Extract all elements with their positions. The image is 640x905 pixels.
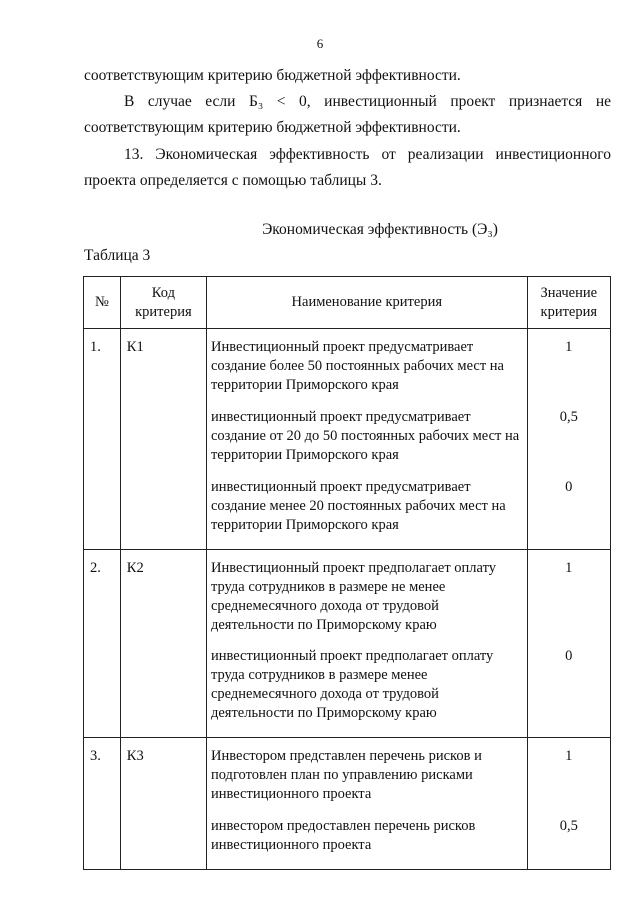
criterion-value: 0,5 (559, 409, 578, 425)
row-criteria (206, 329, 527, 550)
criterion-text: инвестором предоставлен перечень рисков инвестиционного проекта (210, 818, 476, 853)
paragraph-continuation (84, 63, 611, 89)
row-values (527, 329, 610, 550)
row-num: 2. (84, 550, 121, 738)
paragraph-line: 13. Экономическая эффективность от реализации инвестиционного (124, 146, 611, 163)
table-header-row (84, 277, 611, 329)
row-values (527, 738, 610, 870)
row-code: К3 (120, 738, 206, 870)
criteria-table (83, 276, 611, 870)
criterion-text: Инвестиционный проект предусматривает создание более 50 постоянных рабочих мест на территории Приморского края (210, 339, 504, 393)
header-code: Код критерия (120, 277, 206, 329)
header-name: Наименование критерия (206, 277, 527, 329)
table-title: Экономическая эффективность (Э₃) (262, 221, 498, 238)
paragraph-budget-condition (84, 89, 611, 141)
row-code: К1 (120, 329, 206, 550)
table-row (84, 329, 611, 550)
row-code: К2 (120, 550, 206, 738)
criterion-text: инвестиционный проект предусматривает создание от 20 до 50 постоянных рабочих мест на территории Приморского края (210, 409, 520, 463)
row-criteria (206, 550, 527, 738)
criterion-value: 0 (565, 479, 573, 495)
row-values (527, 550, 610, 738)
page-number: 6 (316, 36, 324, 51)
row-criteria (206, 738, 527, 870)
header-num: № (84, 277, 121, 329)
criterion-value: 1 (565, 339, 573, 355)
criterion-value: 0,5 (559, 818, 578, 834)
table-row (84, 738, 611, 870)
paragraph-text: соответствующим критерию бюджетной эффективности. (84, 67, 461, 84)
header-value: Значение критерия (527, 277, 610, 329)
criterion-value: 1 (565, 748, 573, 764)
row-num: 1. (84, 329, 121, 550)
row-num: 3. (84, 738, 121, 870)
table-label: Таблица 3 (84, 247, 151, 264)
paragraph-line: проекта определяется с помощью таблицы 3. (84, 172, 382, 189)
criterion-value: 1 (565, 560, 573, 576)
criterion-text: Инвестиционный проект предполагает оплату труда сотрудников в размере не менее среднемесячного дохода от трудовой деятельности по Приморскому краю (210, 560, 496, 633)
paragraph-line: соответствующим критерию бюджетной эффективности. (84, 119, 461, 136)
criterion-text: инвестиционный проект предполагает оплату труда сотрудников в размере менее среднемесячного дохода от трудовой деятельности по Приморскому краю (210, 648, 494, 721)
criterion-text: Инвестором представлен перечень рисков и подготовлен план по управлению рисками инвестиционного проекта (210, 748, 482, 802)
table-row (84, 550, 611, 738)
paragraph-item-13 (84, 142, 611, 194)
criterion-text: инвестиционный проект предусматривает создание менее 20 постоянных рабочих мест на территории Приморского края (210, 479, 506, 533)
criterion-value: 0 (565, 648, 573, 664)
paragraph-line: В случае если Б₃ < 0, инвестиционный проект признается не (124, 93, 611, 110)
